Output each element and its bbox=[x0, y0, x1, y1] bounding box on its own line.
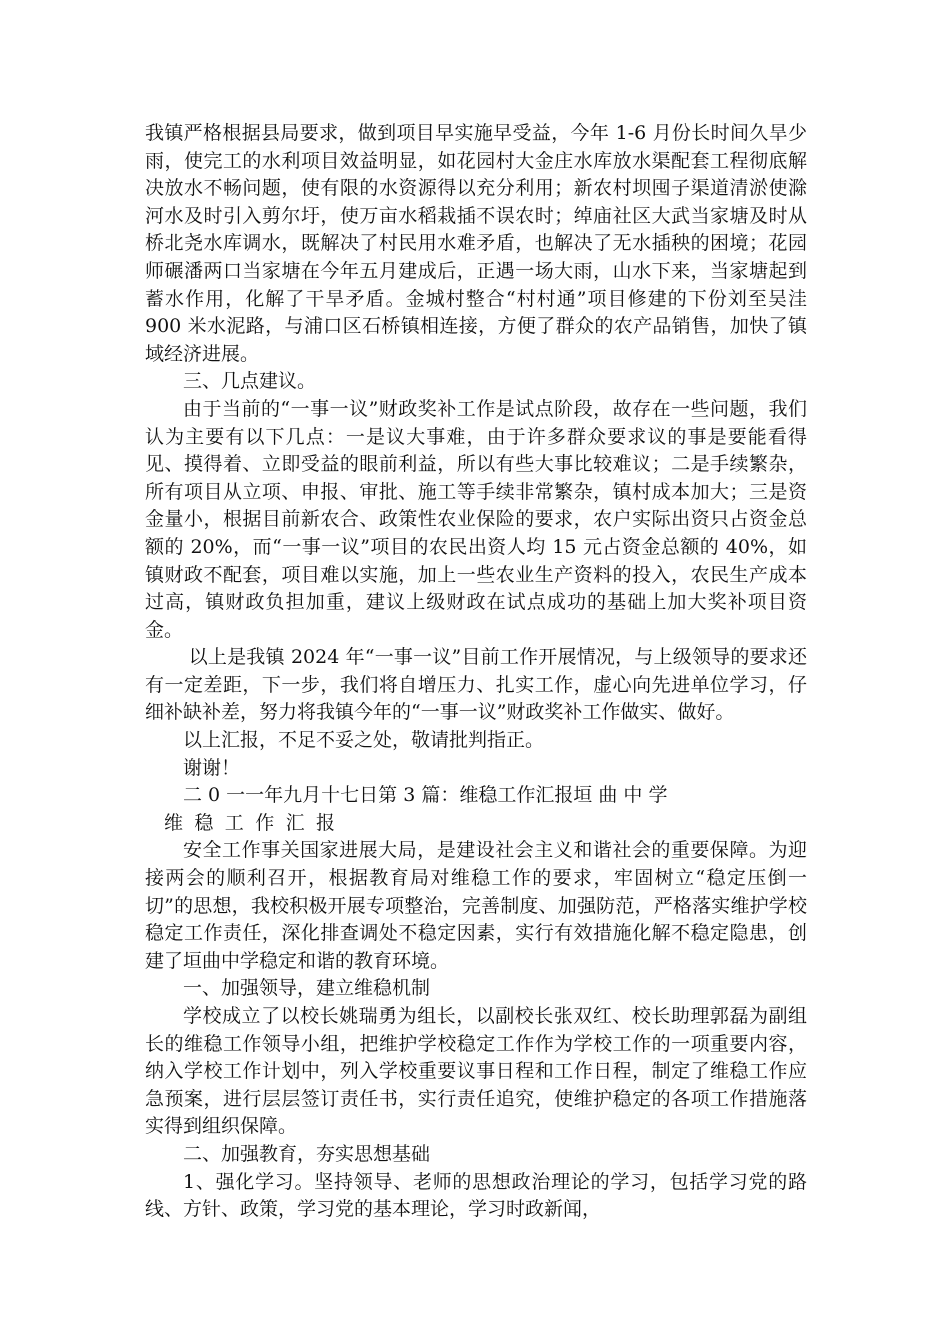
heading-suggestions: 三、几点建议。 bbox=[183, 370, 317, 393]
paragraph-water-projects: 我镇严格根据县局要求，做到项目早实施早受益，今年 1-6 月份长时间久旱少雨，使完工的水利项目效益明显，如花园村大金庄水库放水渠配套工程彻底解决放水不畅问题，使有限的水资源得以充分利用；新农村坝囤子渠道清淤使滁河水及时引入剪尔圩，使万亩水稻栽插不误农时；绰庙社区大武当家塘及时从桥北尧水库调水，既解决了村民用水难矛盾，也解决了无水插秧的困境；花园师碾潘两口当家塘在今年五月建成后，正遇一场大雨，山水下来，当家塘起到蓄水作用，化解了干旱矛盾。金城村整合“村村通”项目修建的下份刘至吴洼 900 米水泥路，与浦口区石桥镇相连接，方便了群众的农产品销售，加快了镇域经济进展。 bbox=[145, 122, 807, 365]
paragraph-safety-intro: 安全工作事关国家进展大局，是建设社会主义和谐社会的重要保障。为迎接两会的顺利召开，根据教育局对维稳工作的要求，牢固树立“稳定压倒一切”的思想，我校积极开展专项整治，完善制度、加强防范，严格落实维护学校稳定工作责任，深化排查调处不稳定因素，实行有效措施化解不稳定隐患，创建了垣曲中学稳定和谐的教育环境。 bbox=[145, 839, 807, 972]
heading-education: 二、加强教育，夯实思想基础 bbox=[183, 1142, 431, 1165]
paragraph-problems: 由于当前的“一事一议”财政奖补工作是试点阶段，故存在一些问题，我们认为主要有以下几点：一是议大事难，由于许多群众要求议的事是要能看得见、摸得着、立即受益的眼前利益，所以有些大事比较难议；二是手续繁杂，所有项目从立项、申报、审批、施工等手续非常繁杂，镇村成本加大；三是资金量小，根据目前新农合、政策性农业保险的要求，农户实际出资只占资金总额的 20%，而“一事一议”项目的农民出资人均 15 元占资金总额的 40%，如镇财政不配套，项目难以实施，加上一些农业生产资料的投入，农民生产成本过高，镇财政负担加重，建议上级财政在试点成功的基础上加大奖补项目资金。 bbox=[145, 397, 807, 641]
paragraph-leadership: 学校成立了以校长姚瑞勇为组长，以副校长张双红、校长助理郭磊为副组长的维稳工作领导小组，把维护学校稳定工作作为学校工作的一项重要内容，纳入学校工作计划中，列入学校重要议事日程和工作日程，制定了维稳工作应急预案，进行层层签订责任书，实行责任追究，使维护稳定的各项工作措施落实得到组织保障。 bbox=[145, 1005, 807, 1138]
paragraph-summary: 以上是我镇 2024 年“一事一议”目前工作开展情况，与上级领导的要求还有一定差距，下一步，我们将自增压力、扎实工作，虚心向先进单位学习，仔细补缺补差，努力将我镇今年的“一事一议”财政奖补工作做实、做好。 bbox=[145, 646, 807, 724]
paragraph-date-section-title: 二 0 一一年九月十七日第 3 篇：维稳工作汇报垣 曲 中 学 bbox=[183, 784, 668, 807]
paragraph-thanks: 谢谢！ bbox=[183, 756, 241, 779]
paragraph-study: 1、强化学习。坚持领导、老师的思想政治理论的学习，包括学习党的路线、方针、政策，学习党的基本理论，学习时政新闻， bbox=[145, 1170, 807, 1221]
heading-leadership: 一、加强领导，建立维稳机制 bbox=[183, 977, 431, 1000]
document-page bbox=[145, 120, 807, 1224]
paragraph-closing: 以上汇报，不足不妥之处，敬请批判指正。 bbox=[183, 729, 545, 752]
section-title-report: 维稳工作汇报 bbox=[164, 811, 347, 834]
